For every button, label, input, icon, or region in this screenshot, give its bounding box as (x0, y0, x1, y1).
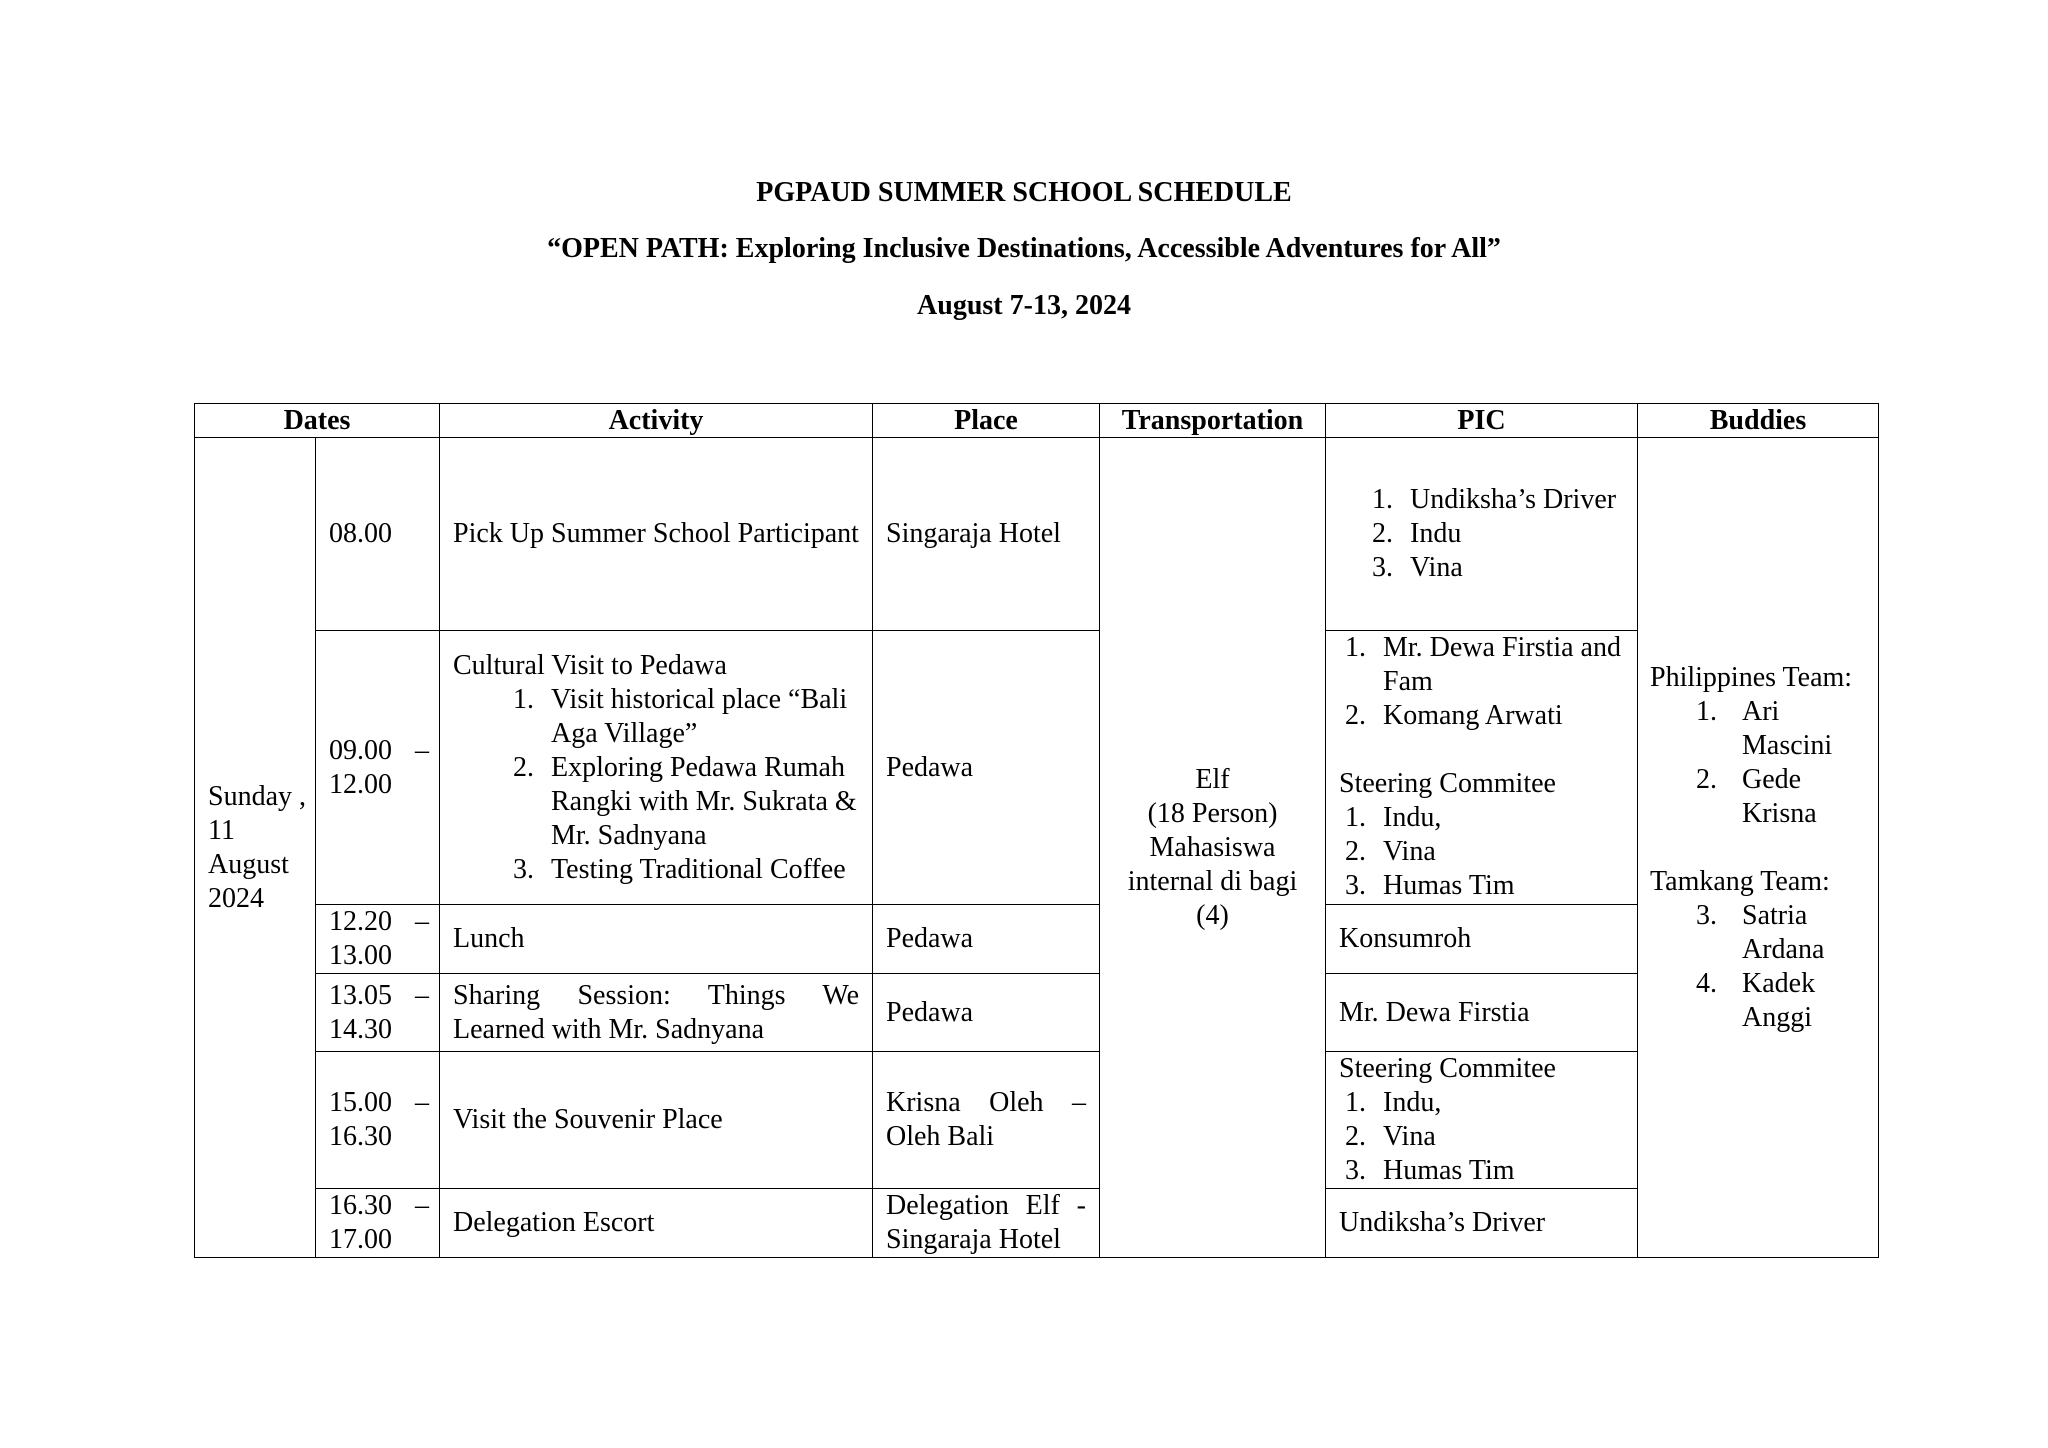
pic-cell: Undiksha’s Driver (1326, 1189, 1638, 1258)
list-item: 3. Humas Tim (1373, 1154, 1624, 1188)
list-number: 4. (1696, 967, 1717, 999)
place-cell: Krisna Oleh – Oleh Bali (873, 1052, 1100, 1189)
table-row (195, 631, 1879, 905)
list-item: 1. Indu, (1373, 801, 1624, 835)
list-item: 2. Komang Arwati (1373, 699, 1624, 733)
member-name: Satria Ardana (1742, 899, 1825, 965)
table-row (195, 1052, 1879, 1189)
transportation-line: (4) (1196, 899, 1229, 931)
table-header-row (195, 404, 1879, 438)
col-header-activity: Activity (440, 404, 873, 438)
activity-title: Cultural Visit to Pedawa (453, 649, 727, 681)
pic-sub-list (1339, 1086, 1624, 1188)
activity-cell: Delegation Escort (440, 1189, 873, 1258)
list-item: 2. Exploring Pedawa Rumah Rangki with Mr. Sukrata & Mr. Sadnyana (541, 751, 859, 853)
pic-sub-title: Steering Commitee (1339, 768, 1556, 799)
pic-list (1339, 631, 1624, 733)
pic-cell: Mr. Dewa Firstia (1326, 974, 1638, 1052)
list-item (1696, 695, 1866, 763)
table-row (195, 905, 1879, 974)
place-cell: Singaraja Hotel (873, 438, 1100, 631)
list-item: 2. Indu (1400, 517, 1624, 551)
table-row (195, 438, 1879, 631)
list-item: 1. Visit historical place “Bali Aga Village” (541, 683, 859, 751)
time-cell: 12.20 – 13.00 (316, 905, 440, 974)
activity-list (453, 683, 859, 887)
activity-cell: Visit the Souvenir Place (440, 1052, 873, 1189)
transportation-line: (18 Person) (1147, 797, 1278, 829)
transportation-line: internal di bagi (1127, 865, 1298, 897)
schedule-table (194, 403, 1879, 1258)
pic-cell (1326, 438, 1638, 631)
team-members (1650, 695, 1866, 831)
table-row (195, 1189, 1879, 1258)
pic-cell: Konsumroh (1326, 905, 1638, 974)
member-name: Kadek Anggi (1742, 967, 1816, 1033)
transportation-line: Mahasiswa (1149, 831, 1276, 863)
page-subtitle: “OPEN PATH: Exploring Inclusive Destinations, Accessible Adventures for All” (547, 233, 1501, 264)
pic-sub-list (1339, 801, 1624, 903)
place-cell: Pedawa (873, 974, 1100, 1052)
list-number: 3. (1696, 899, 1717, 931)
member-name: Gede Krisna (1742, 763, 1817, 829)
activity-cell (440, 631, 873, 905)
transportation-cell (1100, 438, 1326, 1258)
time-cell: 13.05 – 14.30 (316, 974, 440, 1052)
time-cell: 09.00 – 12.00 (316, 631, 440, 905)
page-title: PGPAUD SUMMER SCHOOL SCHEDULE (756, 177, 1292, 208)
time-cell: 08.00 (316, 438, 440, 631)
member-name: Ari Mascini (1742, 695, 1833, 761)
activity-cell: Sharing Session: Things We Learned with Mr. Sadnyana (440, 974, 873, 1052)
transportation-line: Elf (1195, 763, 1230, 795)
place-cell: Delegation Elf - Singaraja Hotel (873, 1189, 1100, 1258)
list-item: 1. Mr. Dewa Firstia and Fam (1373, 631, 1624, 699)
list-item: 1. Undiksha’s Driver (1400, 483, 1624, 517)
place-cell: Pedawa (873, 631, 1100, 905)
col-header-pic: PIC (1326, 404, 1638, 438)
page-dates: August 7-13, 2024 (917, 290, 1131, 321)
activity-cell: Lunch (440, 905, 873, 974)
pic-list (1339, 483, 1624, 585)
list-item (1696, 899, 1866, 967)
activity-cell: Pick Up Summer School Participant (440, 438, 873, 631)
list-number: 1. (1696, 695, 1717, 727)
col-header-dates: Dates (195, 404, 440, 438)
day-cell: Sunday , 11 August 2024 (195, 438, 316, 1258)
buddies-cell (1638, 438, 1879, 1258)
col-header-transportation: Transportation (1100, 404, 1326, 438)
list-item: 3. Humas Tim (1373, 869, 1624, 903)
place-cell: Pedawa (873, 905, 1100, 974)
team-label: Tamkang Team: (1650, 865, 1830, 897)
team-label: Philippines Team: (1650, 661, 1853, 693)
col-header-place: Place (873, 404, 1100, 438)
list-item: 2. Vina (1373, 835, 1624, 869)
list-item: 1. Indu, (1373, 1086, 1624, 1120)
col-header-buddies: Buddies (1638, 404, 1879, 438)
team-members (1650, 899, 1866, 1035)
table-row (195, 974, 1879, 1052)
list-item (1696, 763, 1866, 831)
list-item: 2. Vina (1373, 1120, 1624, 1154)
pic-sub-title: Steering Commitee (1339, 1053, 1556, 1084)
list-item: 3. Testing Traditional Coffee (541, 853, 859, 887)
time-cell: 16.30 – 17.00 (316, 1189, 440, 1258)
list-number: 2. (1696, 763, 1717, 795)
pic-cell (1326, 631, 1638, 905)
list-item: 3. Vina (1400, 551, 1624, 585)
list-item (1696, 967, 1866, 1035)
pic-cell (1326, 1052, 1638, 1189)
time-cell: 15.00 – 16.30 (316, 1052, 440, 1189)
